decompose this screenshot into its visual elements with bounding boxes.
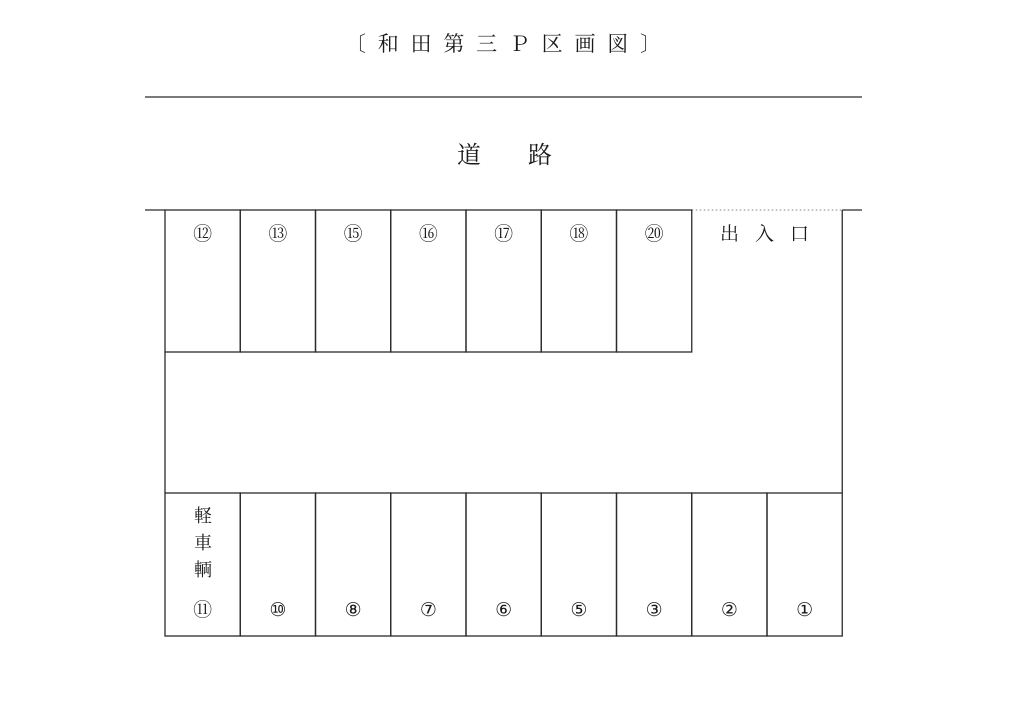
parking-space-3 xyxy=(617,493,692,636)
parking-space-8 xyxy=(316,493,391,636)
parking-space-7 xyxy=(391,493,466,636)
entrance-label: 出入口 xyxy=(720,223,809,245)
parking-space-16 xyxy=(391,210,466,352)
parking-space-20 xyxy=(617,210,692,352)
parking-space-11 xyxy=(165,493,240,636)
parking-space-5 xyxy=(541,493,616,636)
parking-space-2 xyxy=(692,493,767,636)
space-number-8: ⑧ xyxy=(344,599,362,621)
space-number-15: ⑮ xyxy=(343,223,363,245)
space-number-2: ② xyxy=(720,599,738,621)
space-number-20: ⑳ xyxy=(644,223,664,245)
parking-space-1 xyxy=(767,493,842,636)
space-number-16: ⑯ xyxy=(418,223,438,245)
space-number-10: ⑩ xyxy=(269,599,287,621)
parking-space-10 xyxy=(240,493,315,636)
parking-space-6 xyxy=(466,493,541,636)
parking-space-18 xyxy=(541,210,616,352)
top-row-spaces xyxy=(165,210,692,352)
space-number-18: ⑱ xyxy=(569,223,589,245)
parking-space-13 xyxy=(240,210,315,352)
space-number-7: ⑦ xyxy=(419,599,437,621)
bottom-row-spaces xyxy=(165,493,842,636)
light-vehicle-label: 軽車輌 xyxy=(194,505,212,581)
space-number-1: ① xyxy=(796,599,814,621)
parking-space-12 xyxy=(165,210,240,352)
parking-space-15 xyxy=(316,210,391,352)
space-number-3: ③ xyxy=(645,599,663,621)
road-label: 道 路 xyxy=(457,141,552,169)
parking-space-17 xyxy=(466,210,541,352)
diagram-title: 〔和田第三Ｐ区画図〕 xyxy=(345,32,661,56)
space-number-11: ⑪ xyxy=(193,599,213,621)
space-number-6: ⑥ xyxy=(495,599,513,621)
space-number-13: ⑬ xyxy=(268,223,288,245)
space-number-5: ⑤ xyxy=(570,599,588,621)
space-number-12: ⑫ xyxy=(193,223,213,245)
space-number-17: ⑰ xyxy=(494,223,514,245)
